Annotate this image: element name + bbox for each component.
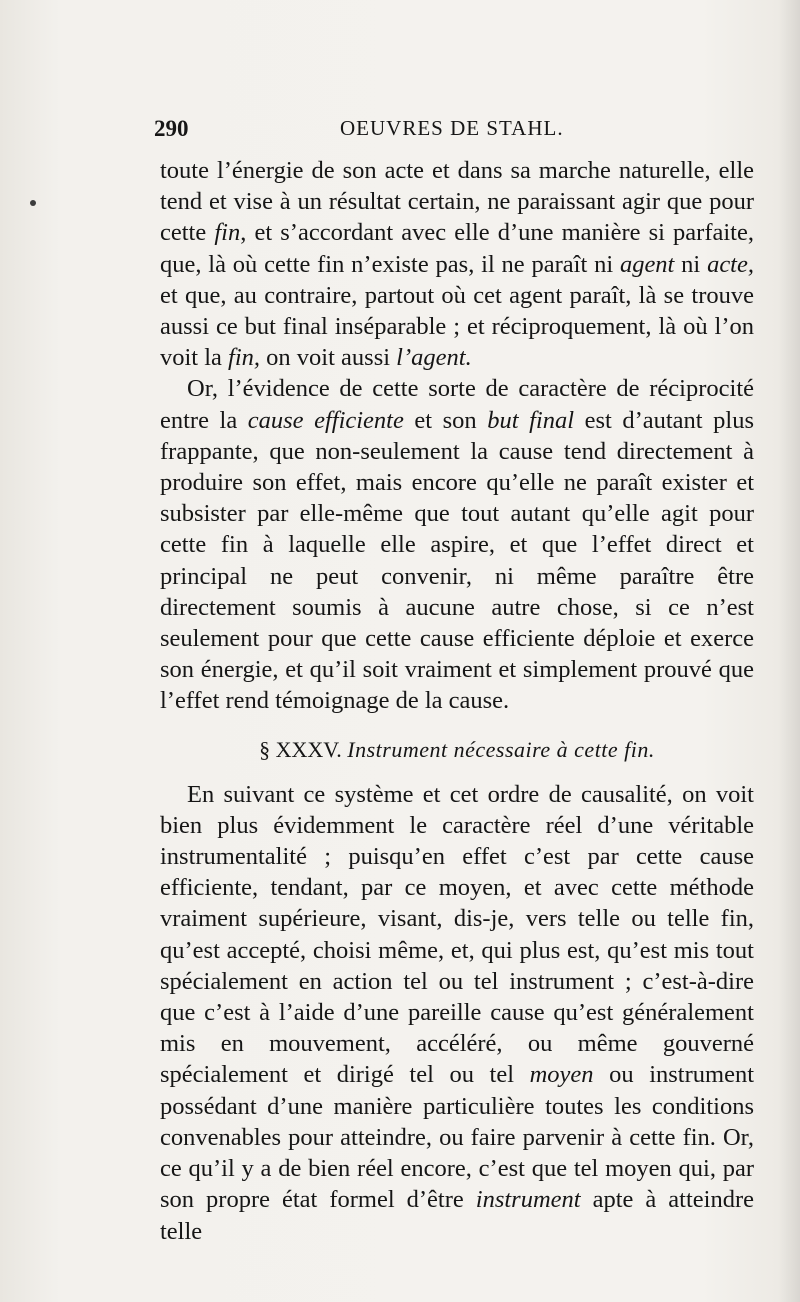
italic-term: instrument <box>475 1186 581 1214</box>
italic-term: moyen <box>529 1061 594 1089</box>
text-run: ni <box>674 250 708 278</box>
page-header <box>154 116 654 146</box>
section-number: § XXXV. <box>259 736 342 762</box>
text-run: En suivant ce système et cet ordre de causalité, on voit bien plus évidemment le caractère réel d’une véritable instrumentalité ; puisqu’en effet c’est par cette cause efficiente, tendant, par ce moyen, et avec cette méthode vraiment supérieure, visant, dis-je, vers telle ou telle fin, qu’est accepté, choisi même, et, qui plus est, qu’est mis tout spécialement en action tel ou tel instrument ; c’est-à-dire que c’est à l’aide d’une pareille cause qu’est généralement mis en mouvement, accéléré, ou même gouverné spécialement et dirigé tel ou tel <box>160 780 754 1089</box>
section-heading <box>160 735 754 765</box>
text-run: , et s’accordant avec elle d’une manière si parfaite, que, là où cette fin n’existe pas, il ne paraît ni <box>160 219 754 278</box>
italic-term: but final <box>487 406 575 434</box>
italic-term: l’agent. <box>396 344 472 372</box>
margin-ink-spot <box>30 200 36 206</box>
page-number: 290 <box>154 116 189 141</box>
text-run: est d’autant plus frappante, que non-seulement la cause tend directement à produire son effet, mais encore qu’elle ne paraît exister et subsister par elle-même que tout autant qu’elle agit pour cette fin à laquelle elle aspire, et que l’effet direct et principal ne peut convenir, ni même paraître être directement soumis à aucune autre chose, si ce n’est seulement pour que cette cause efficiente déploie et exerce son énergie, et qu’il soit vraiment et simplement prouvé que l’effet rend témoignage de la cause. <box>160 406 755 715</box>
text-run: et son <box>403 406 488 434</box>
text-run: ou instrument possédant d’une manière particulière toutes les conditions convenables pour atteindre, ou faire parvenir à cette fin. Or, ce qu’il y a de bien réel encore, c’est que tel moyen qui, par son propre état formel d’être <box>160 1061 754 1214</box>
italic-term: acte, <box>707 250 754 278</box>
paragraph-1 <box>160 155 754 373</box>
text-run: Or, l’évidence de cette sorte de caractère de réciprocité entre la <box>160 375 754 434</box>
italic-term: cause efficiente <box>247 406 404 434</box>
text-run: et que, au contraire, partout où cet agent paraît, là se trouve aussi ce but final inséparable ; et réciproquement, là où l’on voit la <box>160 281 754 372</box>
running-title: OEUVRES DE STAHL. <box>340 116 564 140</box>
paragraph-2 <box>160 373 754 716</box>
italic-term: agent <box>619 250 675 278</box>
text-run: apte à atteindre telle <box>160 1186 754 1245</box>
text-run: on voit aussi <box>260 344 397 372</box>
paragraph-3 <box>160 779 754 1247</box>
italic-term: fin <box>214 219 241 247</box>
text-run: toute l’énergie de son acte et dans sa marche naturelle, elle tend et vise à un résultat certain, ne paraissant agir que pour cette <box>160 157 754 247</box>
page-edge-shadow <box>778 0 800 1302</box>
section-title: Instrument nécessaire à cette fin. <box>347 736 655 762</box>
italic-term: fin, <box>228 344 261 372</box>
body-text <box>160 155 754 1247</box>
